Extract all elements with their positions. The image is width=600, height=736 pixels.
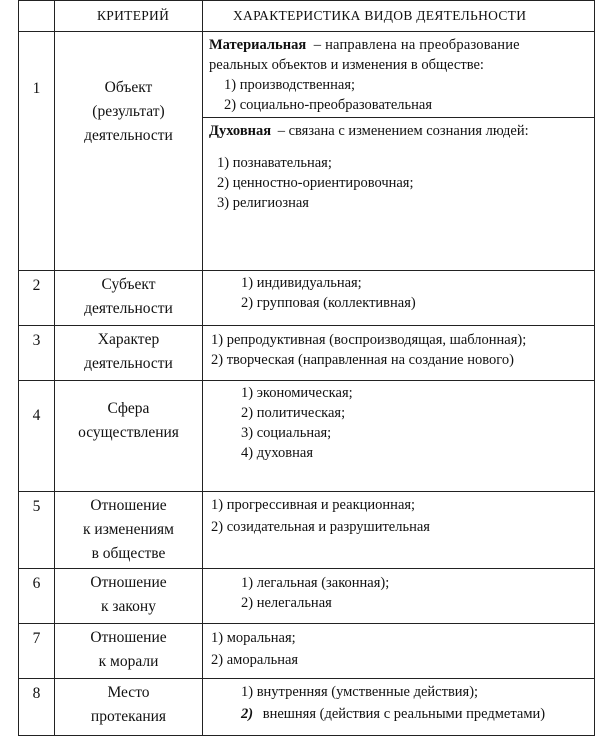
list-item: 2) социально-преобразовательная [224,97,433,113]
criterion-line: в обществе [91,545,166,562]
list-item: 1) моральная; [211,630,296,646]
criterion-line: Отношение [90,574,167,591]
table-row [19,569,595,624]
criterion-line: к морали [98,653,159,670]
list-item: 2) аморальная [211,652,299,668]
criterion-line: осуществления [78,424,179,441]
criterion-line: деятельности [84,127,173,144]
list-item: 2) нелегальная [241,595,332,611]
list-item: 1) легальная (законная); [241,575,390,591]
list-item: 1) репродуктивная (воспроизводящая, шаблонная); [211,332,527,348]
spiritual-text: – связана с изменением сознания людей: [277,123,529,139]
row-characteristic [203,326,595,381]
list-item: 1) производственная; [224,77,356,93]
criterion-line: Отношение [90,629,167,646]
material-text-2: реальных объектов и изменения в обществе: [209,57,484,73]
list-item: 3) религиозная [217,195,309,211]
header-criterion: КРИТЕРИЙ [55,1,203,32]
criterion-line: к закону [101,598,156,615]
row-number: 7 [19,624,55,679]
criterion-line: Отношение [90,497,167,514]
row-characteristic [203,271,595,326]
row-characteristic [203,569,595,624]
criterion-line: Характер [97,331,160,348]
spiritual-block [203,117,594,215]
material-heading [209,35,590,55]
list-item [241,704,594,724]
row-number: 1 [19,32,55,271]
list-item: 2) творческая (направленная на создание нового) [211,352,514,368]
list-item: 4) духовная [241,445,313,461]
activity-types-table [18,0,595,736]
table-row [19,679,595,736]
row-characteristic [203,624,595,679]
list-item: 1) индивидуальная; [241,275,362,291]
criterion-line: Объект [104,79,153,96]
list-marker: 2) [241,706,254,722]
spiritual-title: Духовная [209,123,272,139]
row-criterion [55,271,203,326]
row-criterion [55,492,203,569]
row-criterion [55,679,203,736]
table-row [19,624,595,679]
row-characteristic [203,679,595,736]
list-item: 2) созидательная и разрушительная [211,519,430,535]
row-criterion [55,381,203,492]
row-number: 3 [19,326,55,381]
row-characteristic [203,381,595,492]
list-item: 1) прогрессивная и реакционная; [211,497,416,513]
row-criterion [55,32,203,271]
criterion-line: Место [107,684,150,701]
material-text: – направлена на преобразование [313,37,520,53]
list-item: 1) познавательная; [217,155,332,171]
table-row [19,32,595,271]
list-item: 2) ценностно-ориентировочная; [217,175,414,191]
table-row [19,492,595,569]
criterion-line: деятельности [84,355,173,372]
list-item: 3) социальная; [241,425,332,441]
criterion-line: деятельности [84,300,173,317]
spacer [209,141,590,153]
criterion-line: протекания [90,708,167,725]
row-number: 8 [19,679,55,736]
list-item: 1) внутренняя (умственные действия); [241,684,479,700]
list-item-text: внешняя (действия с реальными предметами) [262,706,546,722]
row-number: 2 [19,271,55,326]
row-characteristic [203,32,595,271]
row-criterion [55,569,203,624]
criterion-line: Сфера [107,400,150,417]
criterion-line: Субъект [101,276,156,293]
row-number: 4 [19,381,55,492]
table-row [19,271,595,326]
table-row [19,381,595,492]
row-characteristic [203,492,595,569]
spiritual-heading [209,121,590,141]
criterion-line: к изменениям [83,521,174,538]
header-number-cell [19,1,55,32]
material-title: Материальная [209,37,307,53]
list-item: 2) групповая (коллективная) [241,295,416,311]
row-number: 5 [19,492,55,569]
criterion-line: (результат) [92,103,165,120]
header-row [19,1,595,32]
list-item: 1) экономическая; [241,385,353,401]
table-row [19,326,595,381]
material-block [203,32,594,117]
row-number: 6 [19,569,55,624]
row-criterion [55,624,203,679]
row-criterion [55,326,203,381]
list-item: 2) политическая; [241,405,346,421]
header-characteristic: ХАРАКТЕРИСТИКА ВИДОВ ДЕЯТЕЛЬНОСТИ [203,1,595,32]
